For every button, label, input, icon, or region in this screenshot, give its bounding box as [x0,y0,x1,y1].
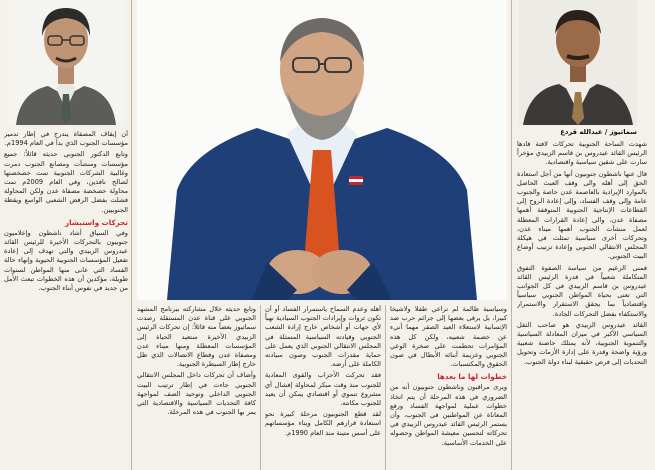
paragraph: فمنى الزعيم من سياسة الصفوة التفوق المتكاملة شعبياً في قدرة الرئيس القائد عيدروس بن قاسم الزبيدي في كل الجوانب التي تعنى بحياة المواطن الجنوبي سياسياً واقتصادياً بما يحقق الاستقرار والاستمرار والاستكفاء بفضل التحركات الجادة. [517,263,647,318]
article-column-left [4,130,128,470]
section-subheading: تحركات واستبشار [65,217,128,227]
right-portrait-photo [519,0,637,125]
right-photo-caption: سماتيوز / عبدالله قردع [560,128,637,136]
paragraph: القائد عيدروس الزبيدي هو صاحب الثقل السياسي الأكبر في ميزان المعادلة السياسية والتنموية الجنوبية، لأنه يمتلك حاضنة شعبية ورؤية واضحة وقدرة على إدارة الأزمات وتحويل التحديات إلى فرص حقيقية لبناء دولة الجنوب. [517,320,647,366]
article-column-lower-left [137,305,256,470]
paragraph: فقد تحركت الأحزاب والقوى المعادية للجنوب منذ وقت مبكر لمحاولة إفشال أي مشروع تنموي أو اقتصادي يمكن أن يعيد للجنوب مكانته. [265,371,381,408]
paragraph: لقد قطع الجنوبيون مرحلة كبيرة نحو استعادة قرارهم الكامل وبناء مؤسساتهم على أسس متينة منذ العام 1990م. [265,410,381,437]
center-main-photo [137,0,507,300]
paragraph: وتابع حديثه خلال مشاركته ببرنامج المشهد الجنوبي على قناة عدن المستقلة رصدت سماتيوز بعضاً منه قائلاً: إن تحركات الرئيس الزبيدي الأخيرة ستعيد الحياة إلى المؤسسات المعطلة ومنها ميناء عدن ومصفاة عدن وقطاع الاتصالات الذي ظل خارج إطار السيطرة الجنوبية. [137,305,256,369]
paragraph: وفي السياق أشاد ناشطون وإعلاميون جنوبيون بالتحركات الأخيرة للرئيس القائد عيدروس الزبيدي والتي تهدف إلى إعادة تفعيل المؤسسات الجنوبية الحيوية وإنهاء حالة الفساد التي عانى منها المواطن لسنوات طويلة، مؤكدين أن هذه الخطوات تبعث الأمل من جديد في نفوس أبناء الجنوب. [4,228,128,293]
paragraph: أن إيقاف المصفاة يندرج في إطار تدمير مؤسسات الجنوب الذي بدأ في العام 1994م. [4,130,128,148]
column-divider [385,305,386,470]
article-column-center-right [390,305,507,470]
paragraph: شهدت الساحة الجنوبية تحركات لافتة قادها الرئيس القائد عيدروس بن قاسم الزبيدي مؤخراً سارت على شقين سياسية واقتصادية. [517,140,647,167]
paragraph: وسياسية ظالمة لم تراعي طفلا ولاشيخا كبيرا، بل يرقى بعضها إلى جرائم حرب ضد الإنسانية لاستعلاء العيد الصقر مهما أنيء عن خصمة شعبيه، ولكن كل هذه المؤامرات تحطمت على صخرة الوعي الجنوبي وعزيمة أبنائه الأبطال في صون الحقوق والمكتسبات. [390,305,507,369]
paragraph: أهله وعدم السماح باستمرار الفساد أو أن تكون ثروات وإيرادات الجنوب السيادية نهباً لأي جهات أو أشخاص خارج إرادة الشعب الجنوبي وقيادته السياسية المتمثلة في المجلس الانتقالي الجنوبي الذي يعمل على حماية مقدرات الجنوب وصون سيادته الكاملة على أرضه. [265,305,381,369]
paragraph: وأضاف أن تحركات داخل المجلس الانتقالي الجنوبي جاءت في إطار ترتيب البيت الجنوبي الداخلي وتوحيد الصف لمواجهة كافة التحديات السياسية والاقتصادية التي يمر بها الجنوب في هذه المرحلة. [137,371,256,417]
left-portrait-photo [8,0,124,125]
portrait-man-glasses-icon [8,0,124,125]
column-divider [511,0,512,470]
portrait-man-suit-icon [519,0,637,125]
portrait-man-suit-flag-pin-icon [137,0,507,300]
section-subheading: خطوات لها ما بعدها [437,372,507,382]
paragraph: ويرى مراقبون وناشطون جنوبيون أنه من الضروري في هذه المرحلة أن يتم اتخاذ خطوات عملية لمواجهة الفساد ورفع المعاناة عن المواطنين في الجنوب، وأن يستمر الرئيس القائد عيدروس الزبيدي في تحركاته لتحسين معيشة المواطن وحصوله على الخدمات الأساسية. [390,383,507,447]
column-divider [131,0,132,470]
paragraph: وتابع الدكتور الجنوبي حديثه قائلاً: جميع مؤسسات ومنشآت ومصانع الجنوب دمرت وغالبية الشركات الجنوبية تمت خصخصتها لصالح نافذين، وفي العام 2009م تمت محاولة خصخصة مصفاة عدن ولكن المحاولة فشلت بفضل الرفض الشعبي الواسع ويقظة الجنوبيين. [4,150,128,214]
paragraph: قال عنها ناشطون جنوبيون أنها من أجل استعادة الحق إلى أهله والى وقف العبث الحاصل بالموارد الإيرادية بالعاصمة عدن خاصة والجنوب عامة وإلى وقف الفساد، وإلى إعادة الروح إلى القطاعات الإنتاجية الجنوبية المتوقفة أهمها مصفاة عدن، والى إعادة القرارات المعطلة لعمل منشآت الجنوب أهمها ميناء عدن، وتحركات أخرى سياسية تمثلت في هيكلة المجلس الانتقالي الجنوبي وإعادة ترتيب أوضاع البيت الجنوبي. [517,169,647,261]
column-divider [260,305,261,470]
article-column-right [517,140,647,470]
article-column-center-left [265,305,381,470]
